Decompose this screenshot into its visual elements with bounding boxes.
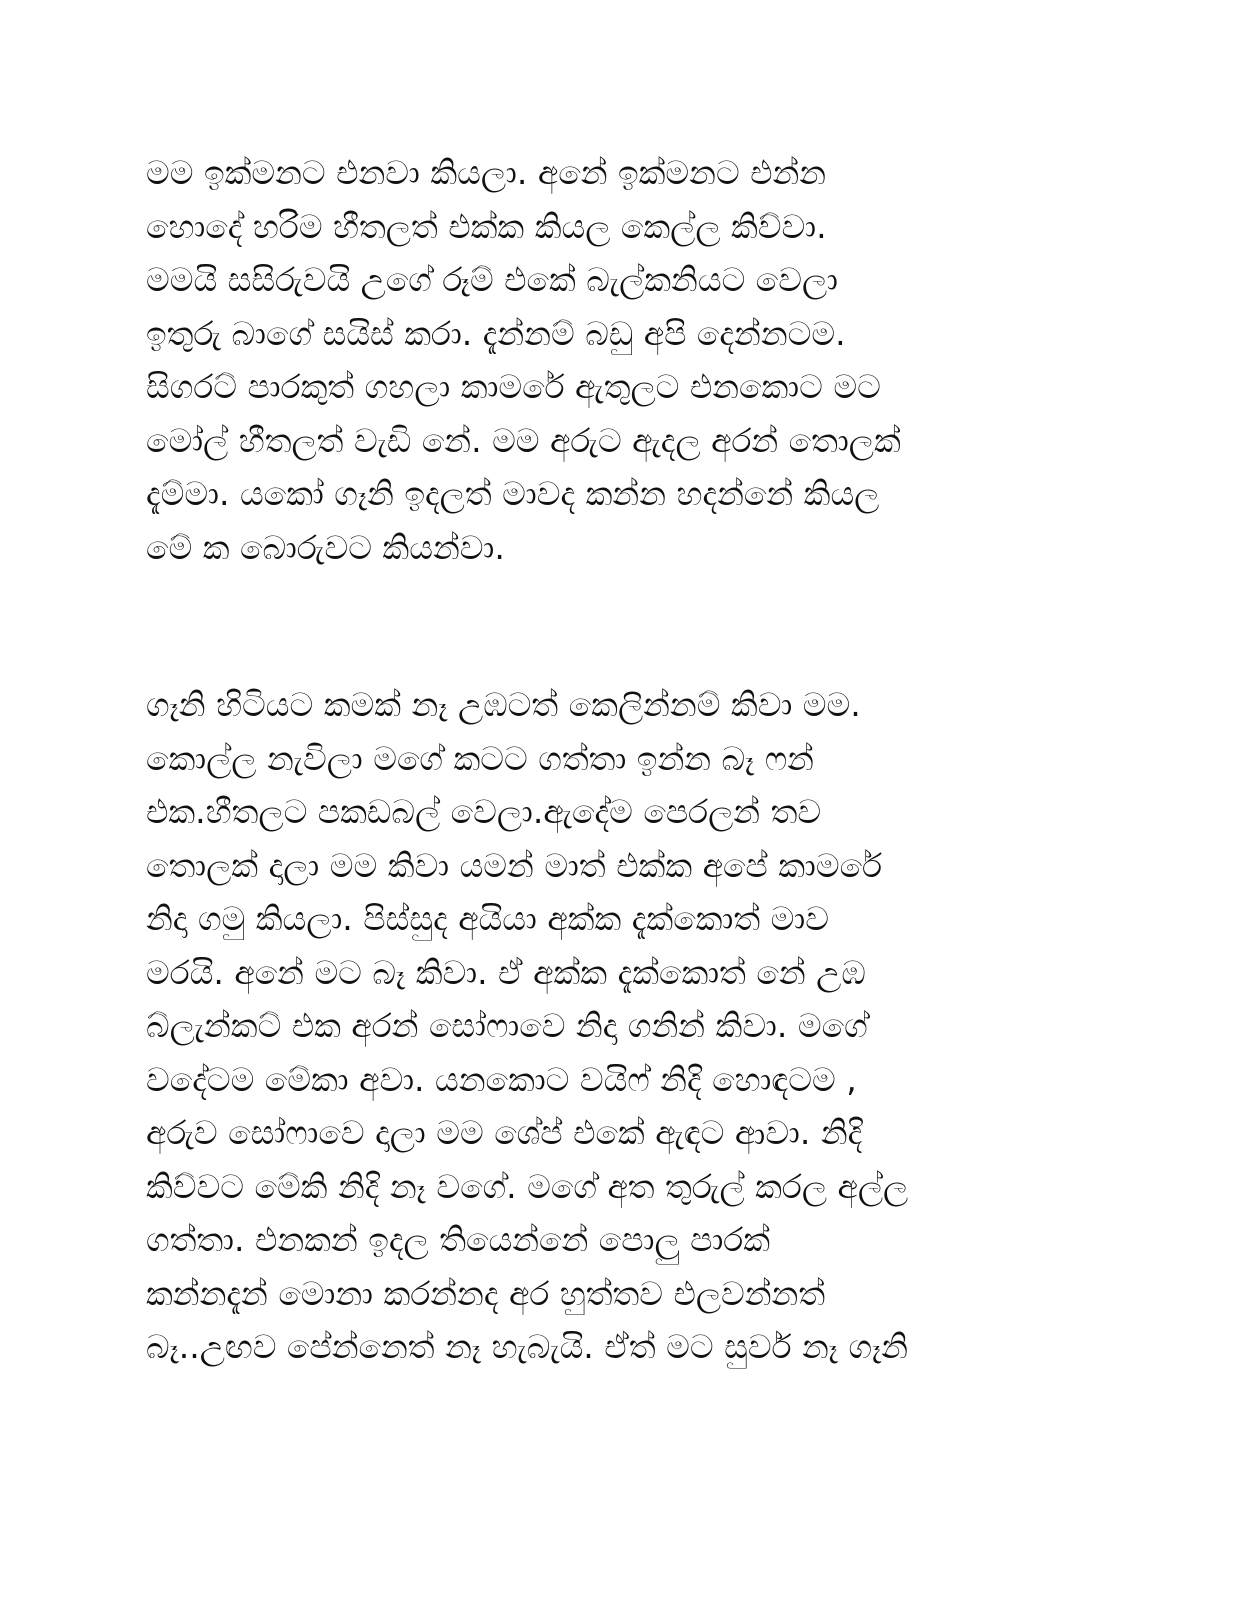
text-line: මමයි සසිරුවයි උගේ රූම් එකේ බැල්කනියට වෙලා [146, 260, 839, 299]
text-line: කන්නදැන් මොනා කරන්නද අර හුත්තව එලවන්නත් [146, 1273, 826, 1313]
text-line: ගත්තා. එනකන් ඉදල තියෙන්නේ පොලු පාරක් [146, 1220, 771, 1259]
text-line: කොල්ල නැවිලා මගේ කටට ගත්තා ඉන්න බෑ ෆන් [146, 738, 814, 778]
text-line: හොදේ හරිම හීතලත් එක්ක කියල කෙල්ල කිව්වා. [146, 206, 827, 246]
text-line: දැම්මා. යකෝ ගෑනි ඉදලත් මාවද කන්න හදන්නේ කියල [146, 474, 880, 513]
text-line: අරුව සෝෆාවෙ දාලා මම ශේප් එකේ ඇඳට ආවා. නිදි [146, 1113, 863, 1152]
text-line: මෝල් හීතලත් වැඩි නේ. මම අරුට ඇදල අරන් තොලක් [146, 420, 901, 460]
text-line: වදේටම මේකා අවා. යනකොට වයිෆ් නිදි හොඳටම , [146, 1059, 857, 1099]
text-line: තොලක් දාලා මම කිවා යමන් මාත් එක්ක අපේ කාමරේ [146, 845, 883, 885]
text-line: ඉතුරු බාගේ සයිස් කරා. දැන්නම් බඩු අපි දෙන්නටම. [146, 313, 846, 353]
text-line: මරයි. අනේ මට බෑ කිවා. ඒ අක්ක දැක්කොත් නේ උඹ [146, 952, 866, 992]
paragraph-1 [146, 146, 1086, 574]
text-line: කිව්වට මේකි නිදි නෑ වගේ. මගේ අත තුරුල් කරල අල්ල [146, 1166, 909, 1206]
text-line: ගෑනි හිටියට කමක් නෑ උඹටත් කෙලින්නම් කිවා මම. [146, 685, 861, 724]
text-line: එක.හීතලට පකඩබල් වෙලා.ඇදේම පෙරලන් තව [146, 792, 822, 831]
text-line: බෑ..උඟව පේන්නෙත් නෑ හැබැයි. ඒත් මට සුවර් නෑ ගෑනි [146, 1327, 909, 1366]
text-line: මම ඉක්මනට එනවා කියලා. අනේ ඉක්මනට එන්න [146, 153, 827, 192]
text-line: නිදා ගමු කියලා. පිස්සුද අයියා අක්ක දැක්කොත් මාව [146, 899, 829, 938]
text-line: මේ ක බොරුවට කියන්වා. [146, 527, 505, 567]
text-line: සිගරට් පාරකුත් ගහලා කාමරේ ඇතුලට එනකොට මට [146, 367, 881, 406]
text-line: බ්ලැන්කට් එක අරන් සෝෆාවෙ නිදා ගනින් කිවා. මගේ [146, 1006, 868, 1045]
paragraph-2 [146, 678, 1086, 1374]
